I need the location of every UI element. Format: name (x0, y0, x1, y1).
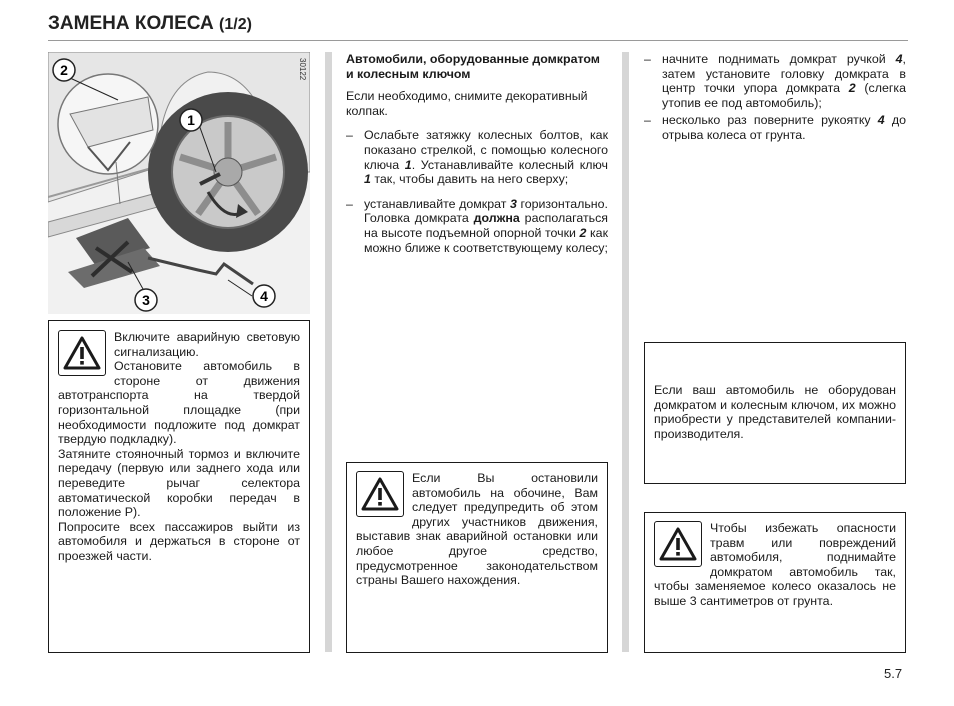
list-item-text: Ослабьте затяжку колесных болтов, как показано стрелкой, с помощью колесного ключа 1. Устанавливайте колесный ключ 1 так, чтобы давить на него сверху; (364, 128, 608, 187)
warning-line: Остановите автомобиль в стороне от движения автотранспорта на твердой горизонтальной площадке (при необходимости подложите под домкрат твердую подкладку). (58, 359, 300, 447)
list-dash: – (346, 128, 353, 143)
page-number: 5.7 (884, 666, 903, 681)
list-item-text: несколько раз поверните рукоятку 4 до отрыва колеса от грунта. (662, 113, 906, 142)
callout-1-label: 1 (187, 112, 195, 128)
callout-1 (180, 109, 202, 131)
warning-box-jack-height (644, 512, 906, 653)
list-item-text: устанавливайте домкрат 3 горизонтально. Головка домкрата должна располагаться на высоте подъемной опорной точки 2 как можно ближе к соответствующему колесу; (364, 196, 608, 255)
callout-3-label: 3 (142, 292, 150, 308)
callout-3 (135, 289, 157, 311)
warning-line: Попросите всех пассажиров выйти из автомобиля и держаться в стороне от проезжей части. (58, 519, 300, 563)
callout-2-label: 2 (60, 62, 68, 78)
list-item (644, 52, 906, 110)
list-dash: – (644, 113, 651, 128)
jack-illustration (48, 52, 310, 314)
warning-box-roadside (346, 462, 608, 653)
warning-text: Чтобы избежать опасности травм или повреждений автомобиля, поднимайте домкратом автомобиль так, чтобы заменяемое колесо оказалось не выше 3 сантиметров от грунта. (654, 521, 896, 608)
column-separator-1 (325, 52, 332, 652)
section-heading: Автомобили, оборудованные домкратом и колесным ключом (346, 52, 600, 81)
warning-text: Если Вы остановили автомобиль на обочине, Вам следует предупредить об этом других участников движения, выставив знак аварийной остановки или любое другое средство, предусмотренное законодательством страны Вашего нахождения. (356, 471, 598, 588)
callout-4-label: 4 (260, 288, 268, 304)
list-dash: – (346, 196, 353, 211)
page-title-text: ЗАМЕНА КОЛЕСА (48, 13, 214, 34)
warning-triangle-icon (58, 330, 106, 376)
list-item (644, 113, 906, 142)
warning-triangle-icon (654, 521, 702, 567)
column-2 (346, 52, 608, 255)
intro-text: Если необходимо, снимите декоративный колпак. (346, 89, 588, 118)
list-dash: – (644, 52, 651, 66)
warning-box-hazard-lights (48, 320, 310, 653)
warning-line: Затяните стояночный тормоз и включите передачу (первую или заднего хода или переведите рычаг селектора автоматической коробки передач в положение P). (58, 446, 300, 520)
jack-illustration-svg (48, 52, 310, 314)
page-title (48, 13, 252, 35)
list-item-text: начните поднимать домкрат ручкой 4, затем установите головку домкрата в центр точки упора домкрата 2 (слегка утопив ее под автомобиль); (662, 52, 906, 110)
wheel-hub (214, 158, 242, 186)
page-title-part: (1/2) (219, 16, 252, 33)
title-rule (48, 40, 908, 41)
callout-4 (253, 285, 275, 307)
figure-code: 30122 (298, 58, 307, 81)
callout-2 (53, 59, 75, 81)
column-separator-2 (622, 52, 629, 652)
note-box-no-jack (644, 342, 906, 484)
jack-crank-handle (148, 258, 253, 284)
column-3 (644, 52, 906, 143)
warning-triangle-icon (356, 471, 404, 517)
list-item (346, 128, 608, 186)
list-item (346, 197, 608, 255)
note-text: Если ваш автомобиль не оборудован домкратом и колесным ключом, их можно приобрести у представителей компании-производителя. (654, 383, 896, 441)
warning-line: Включите аварийную световую сигнализацию. (114, 330, 300, 359)
